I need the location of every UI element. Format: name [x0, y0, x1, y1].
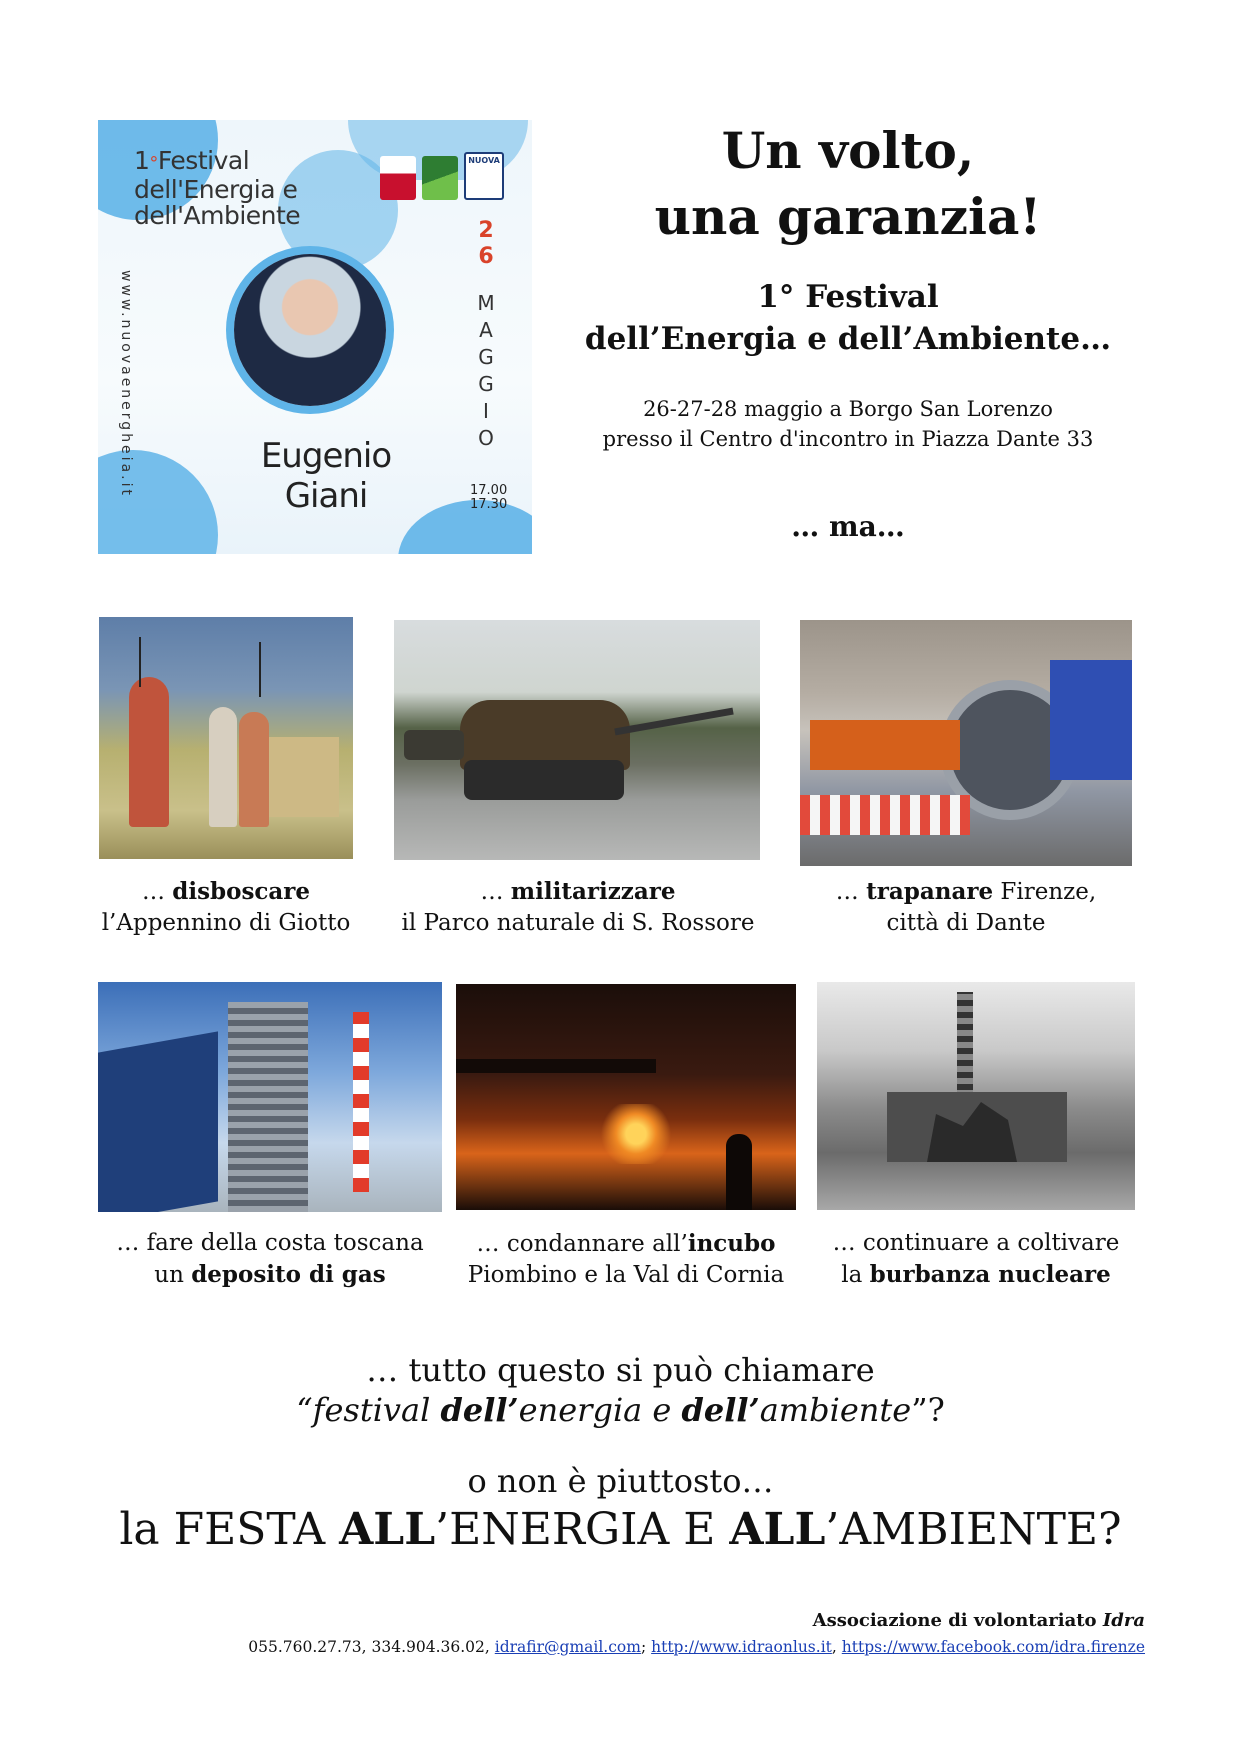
poster-title-line1: Festival	[157, 146, 250, 175]
poster-logos	[380, 152, 504, 200]
final-end: ’AMBIENTE?	[825, 1504, 1122, 1555]
caption-pre: …	[835, 879, 867, 905]
caption-post: Firenze,	[993, 879, 1097, 905]
festival-poster	[98, 120, 532, 554]
regione-toscana-logo	[380, 156, 416, 200]
caption-line2-pre: la	[841, 1262, 870, 1288]
poster-day-digit: 2	[478, 218, 494, 243]
poster-month	[473, 290, 499, 452]
assoc-pre: Associazione di volontariato	[812, 1610, 1103, 1631]
poster-name-line1: Eugenio	[260, 436, 392, 476]
facebook-link[interactable]: https://www.facebook.com/idra.firenze	[841, 1638, 1145, 1656]
poster-month-letter: O	[478, 426, 494, 450]
dates-line1: 26-27-28 maggio a Borgo San Lorenzo	[643, 397, 1053, 421]
mountain-logo	[422, 156, 458, 200]
poster-time-end: 17.30	[470, 497, 508, 512]
event-dates	[548, 394, 1148, 454]
caption-line2: il Parco naturale di S. Rossore	[401, 910, 755, 936]
poster-day-digit: 6	[478, 244, 494, 269]
poster-month-letter: G	[478, 372, 494, 396]
footer-association	[813, 1610, 1145, 1631]
caption-line2: Piombino e la Val di Cornia	[467, 1262, 785, 1288]
quote-bold1: dell’	[440, 1391, 519, 1429]
poster-title-sup: °	[149, 153, 158, 174]
military-tank-photo	[394, 620, 760, 860]
sep1: ;	[640, 1638, 652, 1656]
caption-burbanza	[810, 1228, 1142, 1291]
portrait-photo	[234, 254, 386, 406]
website-link[interactable]: http://www.idraonlus.it	[651, 1638, 832, 1656]
giotto-painting-photo	[99, 617, 353, 859]
caption-line2: città di Dante	[886, 910, 1046, 936]
poster-title-num: 1	[134, 146, 150, 175]
fire-photo	[456, 984, 796, 1210]
caption-disboscare	[90, 876, 362, 939]
closing-line1: … tutto questo si può chiamare	[366, 1351, 875, 1389]
caption-line2: l’Appennino di Giotto	[101, 910, 351, 936]
headline-line2: una garanzia!	[654, 187, 1042, 246]
poster-title-line2: dell'Energia e	[134, 175, 298, 204]
nuova-logo	[464, 152, 504, 200]
caption-pre: …	[141, 879, 173, 905]
headline-line1: Un volto,	[721, 121, 975, 180]
caption-line2-pre: un	[154, 1262, 192, 1288]
quote-mid: energia e	[518, 1391, 682, 1429]
headline	[548, 118, 1148, 250]
nuova-logo-label: NUOVA	[468, 156, 500, 165]
caption-line1-pre: … condannare all’	[476, 1231, 688, 1257]
sep2: ,	[831, 1638, 842, 1656]
final-bold2: ALL	[729, 1504, 826, 1555]
caption-trapanare	[790, 876, 1142, 939]
caption-bold: burbanza nucleare	[869, 1261, 1111, 1288]
poster-month-letter: M	[477, 291, 495, 315]
caption-militarizzare	[380, 876, 776, 939]
caption-bold: militarizzare	[510, 878, 676, 905]
caption-pre: …	[480, 879, 511, 905]
poster-blob-bottom-right	[398, 497, 532, 554]
caption-line1: … continuare a coltivare	[832, 1230, 1120, 1256]
final-pre: la FESTA	[119, 1504, 340, 1555]
tunnel-construction-photo	[800, 620, 1132, 866]
poster-blob-bottom-left	[98, 450, 218, 554]
poster-day	[476, 218, 496, 270]
festival-line1: 1° Festival	[757, 279, 939, 315]
phones: 055.760.27.73, 334.904.36.02,	[248, 1638, 495, 1656]
poster-time-start: 17.00	[470, 483, 508, 498]
ma-text: … ma…	[791, 510, 905, 543]
poster-month-letter: G	[478, 345, 494, 369]
closing-quote	[0, 1390, 1241, 1430]
poster-name-line2: Giani	[284, 476, 368, 516]
chernobyl-photo	[817, 982, 1135, 1210]
closing-question	[0, 1350, 1241, 1430]
poster-month-letter: A	[479, 318, 493, 342]
final-statement	[0, 1502, 1241, 1558]
caption-bold: deposito di gas	[191, 1261, 386, 1288]
festival-line2: dell’Energia e dell’Ambiente…	[584, 321, 1112, 357]
poster-title	[134, 148, 300, 229]
quote-open: “festival	[296, 1391, 441, 1429]
footer-contacts	[248, 1638, 1145, 1656]
email-link[interactable]: idrafir@gmail.com	[494, 1638, 641, 1656]
poster-url: www.nuovaenergheia.it	[118, 270, 134, 498]
quote-bold2: dell’	[681, 1391, 760, 1429]
festival-title	[548, 276, 1148, 360]
gas-terminal-photo	[98, 982, 442, 1212]
final-mid: ’ENERGIA E	[435, 1504, 730, 1555]
final-bold1: ALL	[339, 1504, 436, 1555]
caption-bold: trapanare	[866, 878, 994, 905]
assoc-name: Idra	[1102, 1610, 1145, 1631]
poster-title-line3: dell'Ambiente	[134, 201, 301, 230]
quote-close: ”?	[911, 1391, 945, 1429]
closing-line3: o non è piuttosto…	[467, 1462, 774, 1500]
poster-name	[246, 436, 406, 516]
caption-bold: disboscare	[172, 878, 311, 905]
quote-end: ambiente	[759, 1391, 912, 1429]
caption-deposito-gas	[98, 1228, 442, 1291]
caption-line1: … fare della costa toscana	[116, 1230, 424, 1256]
poster-time	[470, 484, 507, 512]
poster-month-letter: I	[483, 399, 489, 423]
caption-incubo	[448, 1228, 804, 1291]
dates-line2: presso il Centro d'incontro in Piazza Dante 33	[602, 427, 1094, 451]
caption-bold: incubo	[687, 1230, 776, 1257]
